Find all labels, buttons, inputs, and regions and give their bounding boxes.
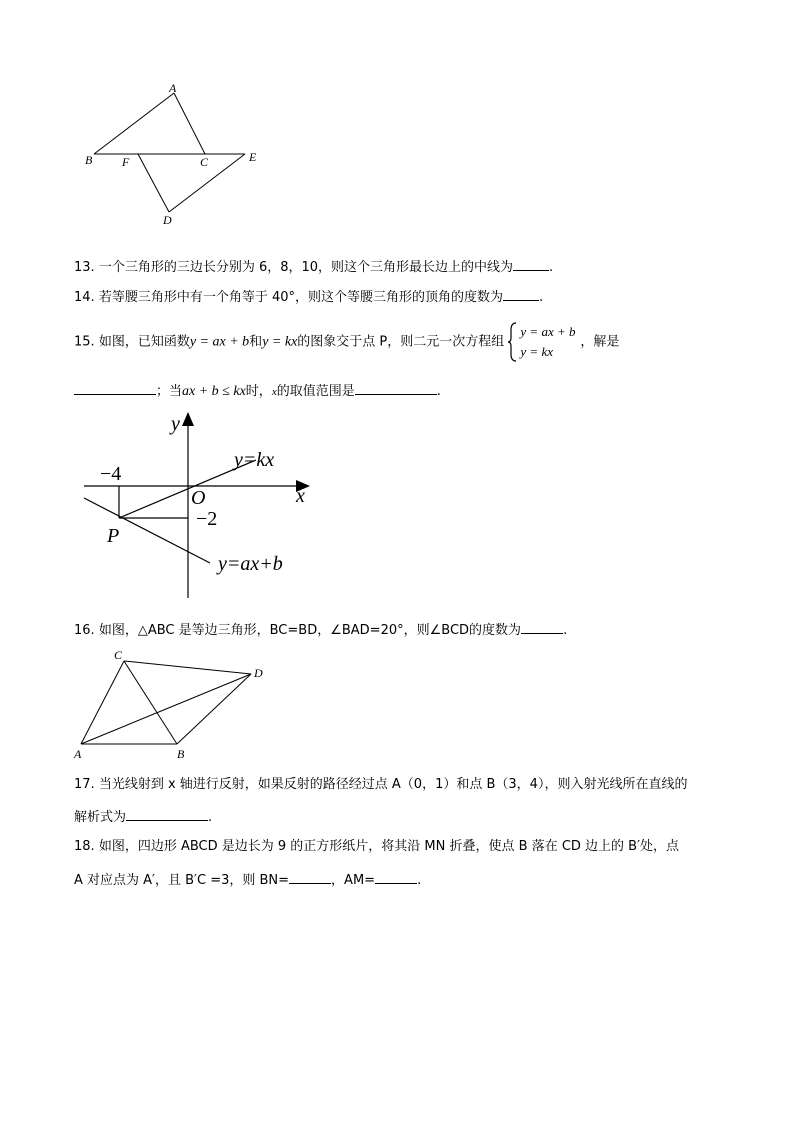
function-1: y = ax + b bbox=[189, 334, 250, 350]
point-label-b: B bbox=[177, 747, 185, 761]
x-axis-label: x bbox=[296, 485, 305, 507]
question-number: 15. bbox=[74, 334, 95, 350]
point-label-a: A bbox=[169, 81, 177, 95]
question-text: 如图，已知函数 bbox=[98, 334, 190, 350]
question-17 bbox=[74, 776, 687, 794]
question-text: 如图，四边形 ABCD 是边长为 9 的正方形纸片，将其沿 MN 折叠，使点 B 落在 CD 边上的 B′处，点 bbox=[98, 839, 680, 854]
function-graph-q15 bbox=[78, 408, 328, 600]
text-segment: 的取值范围是 bbox=[276, 384, 355, 399]
variable: x bbox=[271, 386, 277, 398]
point-p-label: P bbox=[107, 525, 120, 547]
y-axis-arrow-icon bbox=[182, 412, 194, 426]
question-text: 如图，△ABC 是等边三角形，BC=BD，∠BAD=20°，则∠BCD的度数为 bbox=[98, 623, 522, 638]
period: . bbox=[417, 873, 422, 888]
answer-blank-2[interactable] bbox=[355, 381, 437, 395]
line-axb-label: y=ax+b bbox=[218, 553, 283, 575]
quadrilateral-figure-q16 bbox=[70, 646, 270, 762]
question-14 bbox=[74, 287, 543, 307]
period: . bbox=[208, 810, 213, 825]
question-text-3: ，解是 bbox=[580, 334, 620, 350]
period: . bbox=[539, 290, 544, 305]
period: . bbox=[563, 623, 568, 638]
point-label-d: D bbox=[163, 213, 172, 227]
answer-blank-am[interactable] bbox=[375, 870, 417, 884]
question-16 bbox=[74, 620, 567, 640]
triangle-figure-q12 bbox=[80, 78, 270, 228]
system-equation-2: y = kx bbox=[520, 344, 553, 359]
question-17-line-2 bbox=[74, 807, 212, 827]
period: . bbox=[436, 384, 441, 399]
answer-blank-bn[interactable] bbox=[289, 870, 331, 884]
question-text-2: 解析式为 bbox=[74, 810, 127, 825]
question-number: 18. bbox=[74, 839, 95, 854]
brace-icon bbox=[508, 322, 518, 362]
point-label-c: C bbox=[200, 155, 209, 169]
text-segment: ；当 bbox=[156, 384, 183, 399]
question-text-2: A 对应点为 A′，且 B′C =3，则 BN= bbox=[74, 873, 290, 888]
point-label-f: F bbox=[122, 155, 130, 169]
question-13 bbox=[74, 257, 553, 277]
answer-blank[interactable] bbox=[503, 287, 539, 301]
x-tick-label: −4 bbox=[100, 463, 122, 485]
question-text: 若等腰三角形中有一个角等于 40°，则这个等腰三角形的顶角的度数为 bbox=[98, 290, 504, 305]
equation-system bbox=[508, 322, 580, 362]
origin-label: O bbox=[191, 487, 206, 509]
conjunction: 和 bbox=[249, 334, 263, 350]
question-number: 17. bbox=[74, 777, 95, 792]
question-text-2: 的图象交于点 P，则二元一次方程组 bbox=[297, 334, 505, 350]
answer-blank[interactable] bbox=[126, 807, 208, 821]
function-2: y = kx bbox=[262, 334, 298, 350]
question-number: 16. bbox=[74, 623, 95, 638]
point-label-a: A bbox=[74, 747, 82, 761]
y-axis-label: y bbox=[171, 413, 180, 435]
question-18 bbox=[74, 838, 679, 856]
inequality: ax + b ≤ kx bbox=[182, 384, 246, 399]
text-segment: 时， bbox=[245, 384, 272, 399]
system-equation-1: y = ax + b bbox=[520, 324, 576, 339]
question-15 bbox=[74, 322, 619, 363]
answer-blank[interactable] bbox=[521, 620, 563, 634]
answer-blank[interactable] bbox=[513, 257, 549, 271]
point-label-c: C bbox=[114, 648, 123, 662]
answer-blank-1[interactable] bbox=[74, 381, 156, 395]
y-tick-label: −2 bbox=[196, 508, 218, 530]
period: . bbox=[549, 260, 554, 275]
question-text: 当光线射到 x 轴进行反射，如果反射的路径经过点 A（0，1）和点 B（3，4），则入射光线所在直线的 bbox=[98, 777, 688, 792]
point-label-b: B bbox=[85, 153, 93, 167]
question-number: 14. bbox=[74, 290, 95, 305]
point-label-e: E bbox=[249, 150, 257, 164]
line-kx-label: y=kx bbox=[234, 449, 275, 471]
question-text-3: ，AM= bbox=[331, 873, 376, 888]
question-text: 一个三角形的三边长分别为 6，8，10，则这个三角形最长边上的中线为 bbox=[98, 260, 514, 275]
question-18-line-2 bbox=[74, 870, 421, 890]
question-number: 13. bbox=[74, 260, 95, 275]
point-label-d: D bbox=[254, 666, 263, 680]
question-15-line-2 bbox=[74, 381, 441, 401]
